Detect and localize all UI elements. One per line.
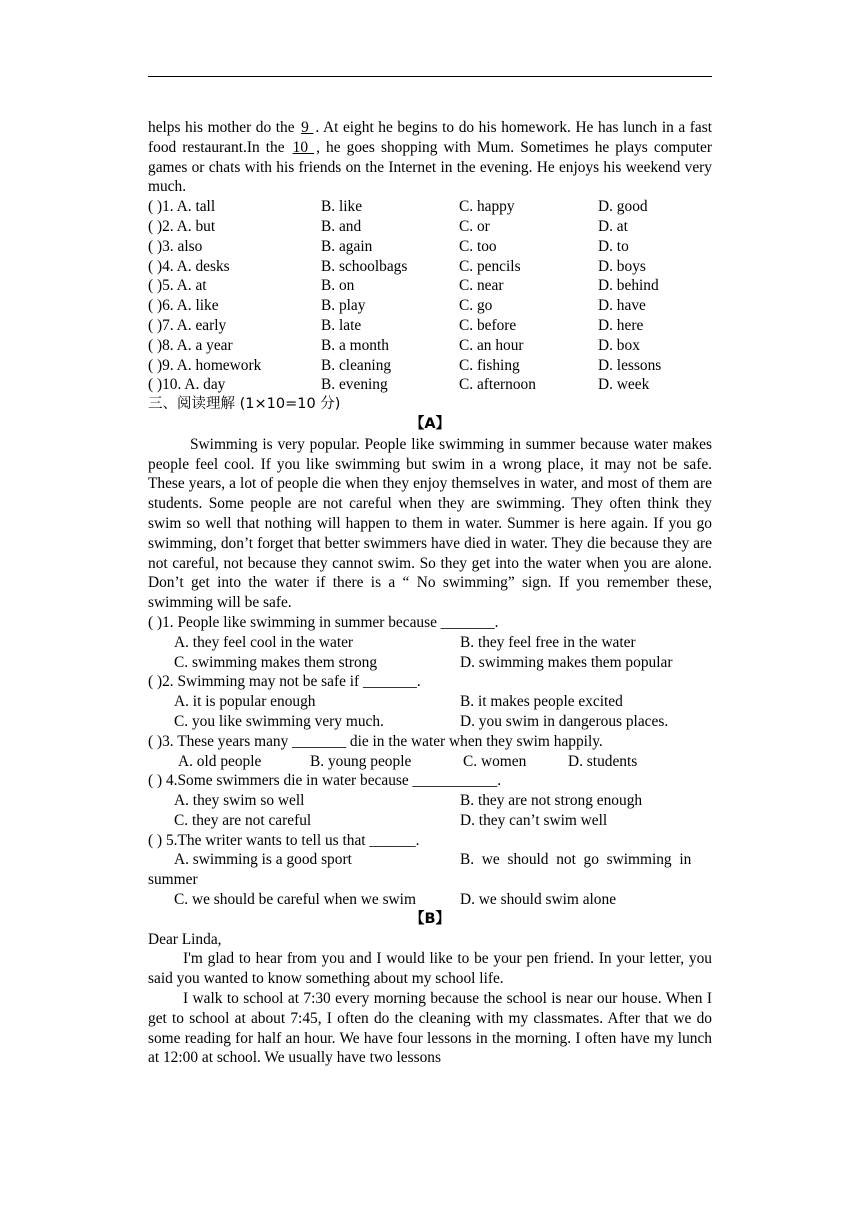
option-continuation: summer [148,871,198,889]
document-body [148,118,712,1068]
letter-paragraph: I'm glad to hear from you and I would like to be your pen friend. In your letter, you said you wanted to know something about my school life. [148,950,712,988]
option-row: C. they are not careful D. they can’t swim well [174,811,608,829]
cloze-passage-end: helps his mother do the 9 . At eight he begins to do his homework. He has lunch in a fast food restaurant.In the 10 , he goes shopping with Mum. Sometimes he plays computer games or chats with his friends on the Internet in the evening. He enjoys his weekend very much. [148,119,713,196]
option-row: A. they swim so well B. they are not strong enough [174,792,643,810]
header-rule [148,76,712,77]
option-row: C. swimming makes them strong D. swimming makes them popular [174,653,673,671]
option-row: A. swimming is a good sport B. we should not go swimming in [174,851,692,869]
blank-9: 9 [301,119,314,136]
passage-b-heading: 【B】 [409,910,451,927]
cloze-question: ( )9. A. homework B. cleaning C. fishing D. lessons [148,356,662,374]
question-stem: ( )1. People like swimming in summer because _______. [148,613,499,631]
cloze-question: ( )4. A. desks B. schoolbags C. pencils D. boys [148,257,646,275]
option-row: A. old people B. young people C. women D. students [178,752,638,770]
cloze-question: ( )2. A. but B. and C. or D. at [148,217,628,235]
letter-paragraph: I walk to school at 7:30 every morning because the school is near our house. When I get to school at about 7:45, I often do the cleaning with my classmates. After that we do some reading for half an hour. We have four lessons in the morning. I often have my lunch at 12:00 at school. We usually have two lessons [148,990,712,1067]
passage-a-heading: 【A】 [409,415,451,432]
option-row: A. it is popular enough B. it makes people excited [174,693,623,711]
question-stem: ( )3. These years many _______ die in the water when they swim happily. [148,732,603,750]
question-stem: ( ) 5.The writer wants to tell us that ______. [148,831,420,849]
question-stem: ( ) 4.Some swimmers die in water because ___________. [148,772,502,790]
cloze-question: ( )10. A. day B. evening C. afternoon D. week [148,376,650,394]
cloze-question: ( )8. A. a year B. a month C. an hour D. box [148,336,640,354]
question-stem: ( )2. Swimming may not be safe if _______. [148,673,421,691]
cloze-question: ( )3. also B. again C. too D. to [148,237,629,255]
option-row: C. you like swimming very much. D. you swim in dangerous places. [174,712,669,730]
cloze-question-list [148,197,712,395]
option-row: A. they feel cool in the water B. they feel free in the water [174,633,636,651]
passage-a-text: Swimming is very popular. People like swimming in summer because water makes people feel cool. If you like swimming but swim in a wrong place, it may not be safe. These years, a lot of people die when they enjoy themselves in water, and most of them are students. Some people are not careful when they are swimming. They often think they swim so well that nothing will happen to them in water. Summer is here again. If you go swimming, don’t forget that better swimmers have died in water. They die because they are not careful, not because they cannot swim. So they get into the water when you are alone. Don’t get into the water if there is a “ No swimming” sign. If you remember these, swimming will be safe. [148,435,712,612]
option-row: C. we should be careful when we swim D. we should swim alone [174,891,617,909]
blank-10: 10 [292,138,315,156]
section-heading: 三、阅读理解 (1×10=10 分) [148,396,341,413]
cloze-question: ( )6. A. like B. play C. go D. have [148,297,646,315]
cloze-question: ( )5. A. at B. on C. near D. behind [148,277,659,295]
cloze-question: ( )1. A. tall B. like C. happy D. good [148,198,648,216]
cloze-question: ( )7. A. early B. late C. before D. here [148,316,644,334]
letter-greeting: Dear Linda, [148,930,222,948]
